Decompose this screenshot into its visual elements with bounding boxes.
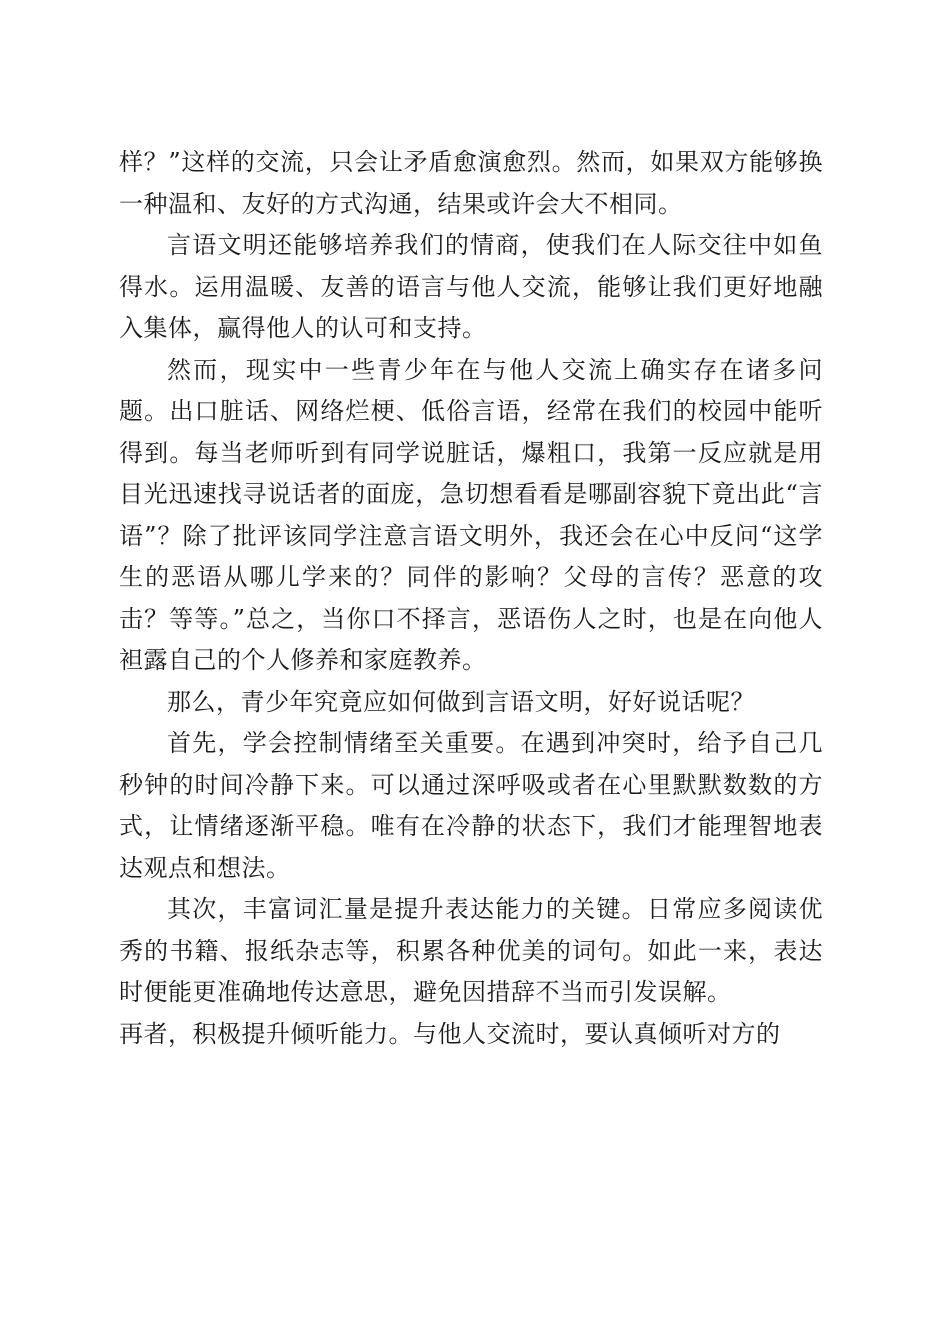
document-body — [119, 142, 823, 1055]
paragraph-7: 再者，积极提升倾听能力。与他人交流时，要认真倾听对方的 — [119, 1019, 781, 1048]
paragraph-6: 其次，丰富词汇量是提升表达能力的关键。日常应多阅读优秀的书籍、报纸杂志等，积累各种优美的词句。如此一来，表达时便能更准确地传达意思，避免因措辞不当而引发误解。 — [119, 895, 823, 1006]
paragraph-3: 然而，现实中一些青少年在与他人交流上确实存在诸多问题。出口脏话、网络烂梗、低俗言语，经常在我们的校园中能听得到。每当老师听到有同学说脏话，爆粗口，我第一反应就是用目光迅速找寻说话者的面庞，急切想看看是哪副容貌下竟出此“言语”？除了批评该同学注意言语文明外，我还会在心中反问“这学生的恶语从哪儿学来的？同伴的影响？父母的言传？恶意的攻击？等等。”总之，当你口不择言，恶语伤人之时，也是在向他人袒露自己的个人修养和家庭教养。 — [119, 355, 823, 674]
paragraph-1: 样？”这样的交流，只会让矛盾愈演愈烈。然而，如果双方能够换一种温和、友好的方式沟通，结果或许会大不相同。 — [119, 148, 823, 218]
paragraph-2: 言语文明还能够培养我们的情商，使我们在人际交往中如鱼得水。运用温暖、友善的语言与他人交流，能够让我们更好地融入集体，赢得他人的认可和支持。 — [119, 231, 823, 342]
paragraph-4: 那么，青少年究竟应如何做到言语文明，好好说话呢？ — [167, 687, 755, 716]
paragraph-5: 首先，学会控制情绪至关重要。在遇到冲突时，给予自己几秒钟的时间冷静下来。可以通过深呼吸或者在心里默默数数的方式，让情绪逐渐平稳。唯有在冷静的状态下，我们才能理智地表达观点和想法。 — [119, 729, 823, 882]
